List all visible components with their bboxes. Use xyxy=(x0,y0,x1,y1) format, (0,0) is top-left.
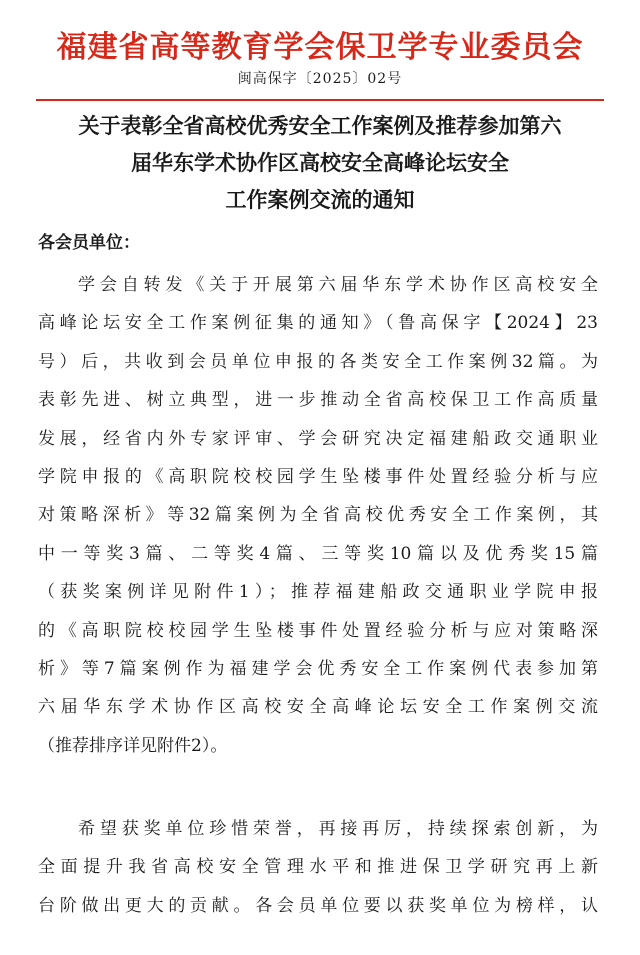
paragraph-line: 中一等奖3篇、二等奖4篇、三等奖10篇以及优秀奖15篇 xyxy=(38,543,598,564)
paragraph-line: 高峰论坛安全工作案例征集的通知》（鲁高保字【2024】23 xyxy=(38,313,598,334)
paragraph-line: 对策略深析》等32篇案例为全省高校优秀安全工作案例，其 xyxy=(38,505,598,526)
paragraph-line: 台阶做出更大的贡献。各会员单位要以获奖单位为榜样，认 xyxy=(38,895,598,916)
document-number: 闽高保字〔2025〕02号 xyxy=(237,71,403,87)
paragraph-line: （获奖案例详见附件1）；推荐福建船政交通职业学院申报 xyxy=(38,582,598,603)
notice-title-line: 工作案例交流的通知 xyxy=(225,188,415,212)
letterhead-divider xyxy=(36,99,604,101)
paragraph-line: 希望获奖单位珍惜荣誉，再接再厉，持续探索创新，为 xyxy=(78,819,598,839)
org-letterhead-title: 福建省高等教育学会保卫学专业委员会 xyxy=(56,30,584,65)
paragraph-line: 学院申报的《高职院校校园学生坠楼事件处置经验分析与应 xyxy=(38,467,598,488)
notice-title-line: 关于表彰全省高校优秀安全工作案例及推荐参加第六 xyxy=(78,114,562,138)
paragraph-line: 发展，经省内外专家评审、学会研究决定福建船政交通职业 xyxy=(38,428,598,449)
paragraph-line: 全面提升我省高校安全管理水平和推进保卫学研究再上新 xyxy=(38,857,598,878)
paragraph-line: 学会自转发《关于开展第六届华东学术协作区高校安全 xyxy=(78,275,598,295)
paragraph-line: 六届华东学术协作区高校安全高峰论坛安全工作案例交流 xyxy=(38,697,598,718)
paragraph-line: 号）后，共收到会员单位申报的各类安全工作案例32篇。为 xyxy=(38,351,598,372)
body-paragraph-1 xyxy=(38,266,598,765)
body-paragraph-2 xyxy=(38,810,598,925)
paragraph-line: 析》等7篇案例作为福建学会优秀安全工作案例代表参加第 xyxy=(38,659,598,680)
paragraph-line: （推荐排序详见附件2）。 xyxy=(38,735,228,756)
paragraph-line: 表彰先进、树立典型，进一步推动全省高校保卫工作高质量 xyxy=(38,390,598,411)
notice-title xyxy=(30,108,610,219)
paragraph-line: 的《高职院校校园学生坠楼事件处置经验分析与应对策略深 xyxy=(38,620,598,641)
salutation: 各会员单位： xyxy=(38,233,140,253)
notice-title-line: 届华东学术协作区高校安全高峰论坛安全 xyxy=(131,151,509,175)
